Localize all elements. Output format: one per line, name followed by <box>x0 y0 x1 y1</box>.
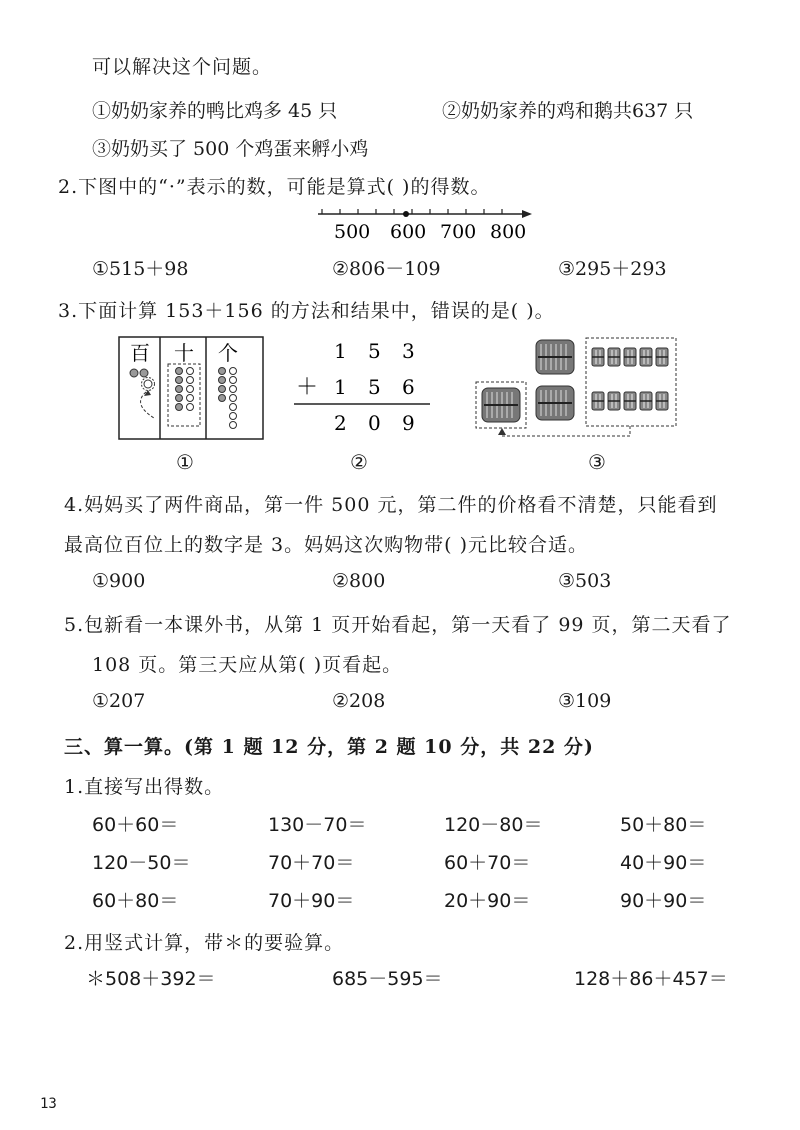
q3-label-3: ③ <box>588 450 606 474</box>
v-result-ones: 9 <box>402 411 415 435</box>
q2-option-1: ①515＋98 <box>92 258 189 280</box>
number-line-dot <box>403 211 409 217</box>
number-line-label-700: 700 <box>440 221 477 243</box>
abacus-header-hundreds: 百 <box>130 341 150 365</box>
q4-option-2: ②800 <box>332 570 386 592</box>
q4-option-3: ③503 <box>558 570 612 592</box>
oral-calc-3-4: 90＋90＝ <box>620 890 707 912</box>
oral-calc-2-3: 60＋70＝ <box>444 852 531 874</box>
q5-option-2: ②208 <box>332 690 386 712</box>
q1-option-3: ③奶奶买了 500 个鸡蛋来孵小鸡 <box>92 138 369 160</box>
oral-calc-2-1: 120－50＝ <box>92 852 191 874</box>
q4-option-1: ①900 <box>92 570 146 592</box>
v-plus-sign: ＋ <box>296 375 319 400</box>
q4-line1: 4.妈妈买了两件商品，第一件 500 元，第二件的价格看不清楚，只能看到 <box>64 494 718 516</box>
abacus-header-tens: 十 <box>174 341 194 365</box>
vertical-item-3: 128＋86＋457＝ <box>574 968 728 990</box>
abacus-figure <box>118 336 266 442</box>
oral-calc-3-1: 60＋80＝ <box>92 890 179 912</box>
number-line-label-800: 800 <box>490 221 527 243</box>
q3-stem: 3.下面计算 153＋156 的方法和结果中，错误的是( )。 <box>58 300 555 322</box>
q2-option-3: ③295＋293 <box>558 258 667 280</box>
q1-option-1: ①奶奶家养的鸭比鸡多 45 只 <box>92 100 338 122</box>
q1-tail-line: 可以解决这个问题。 <box>92 56 273 78</box>
v-result-hundreds: 2 <box>334 411 347 435</box>
q2-stem: 2.下图中的“·”表示的数，可能是算式( )的得数。 <box>58 176 491 198</box>
q2-option-2: ②806－109 <box>332 258 441 280</box>
page-number: 13 <box>40 1096 57 1112</box>
q3-label-1: ① <box>176 450 194 474</box>
oral-calc-3-2: 70＋90＝ <box>268 890 355 912</box>
number-line-label-500: 500 <box>334 221 371 243</box>
v-row2-tens: 5 <box>368 375 381 399</box>
v-row1-tens: 5 <box>368 339 381 363</box>
q5-line1: 5.包新看一本课外书，从第 1 页开始看起，第一天看了 99 页，第二天看了 <box>64 614 732 636</box>
number-line <box>310 200 540 246</box>
abacus-header-ones: 个 <box>218 341 238 365</box>
q4-line2: 最高位百位上的数字是 3。妈妈这次购物带( )元比较合适。 <box>64 534 588 556</box>
bundles-figure <box>470 330 682 446</box>
v-row1-ones: 3 <box>402 339 415 363</box>
v-row1-hundreds: 1 <box>334 339 347 363</box>
q5-line2: 108 页。第三天应从第( )页看起。 <box>92 654 403 676</box>
q5-option-1: ①207 <box>92 690 146 712</box>
vertical-calculation <box>290 334 436 440</box>
oral-calc-2-2: 70＋70＝ <box>268 852 355 874</box>
section3-sub1: 1.直接写出得数。 <box>64 776 225 798</box>
number-line-label-600: 600 <box>390 221 427 243</box>
section3-sub2: 2.用竖式计算，带＊的要验算。 <box>64 932 345 954</box>
vertical-item-1: ＊508＋392＝ <box>86 968 216 990</box>
oral-calc-1-2: 130－70＝ <box>268 814 367 836</box>
number-line-arrow-icon <box>522 210 532 218</box>
section3-title: 三、算一算。(第 1 题 12 分，第 2 题 10 分，共 22 分) <box>64 736 594 758</box>
v-row2-ones: 6 <box>402 375 415 399</box>
q3-label-2: ② <box>350 450 368 474</box>
vertical-item-2: 685－595＝ <box>332 968 443 990</box>
oral-calc-2-4: 40＋90＝ <box>620 852 707 874</box>
oral-calc-1-1: 60＋60＝ <box>92 814 179 836</box>
oral-calc-3-3: 20＋90＝ <box>444 890 531 912</box>
v-result-tens: 0 <box>368 411 381 435</box>
oral-calc-1-4: 50＋80＝ <box>620 814 707 836</box>
v-row2-hundreds: 1 <box>334 375 347 399</box>
oral-calc-1-3: 120－80＝ <box>444 814 543 836</box>
q5-option-3: ③109 <box>558 690 612 712</box>
q1-option-2: ②奶奶家养的鸡和鹅共637 只 <box>442 100 694 122</box>
